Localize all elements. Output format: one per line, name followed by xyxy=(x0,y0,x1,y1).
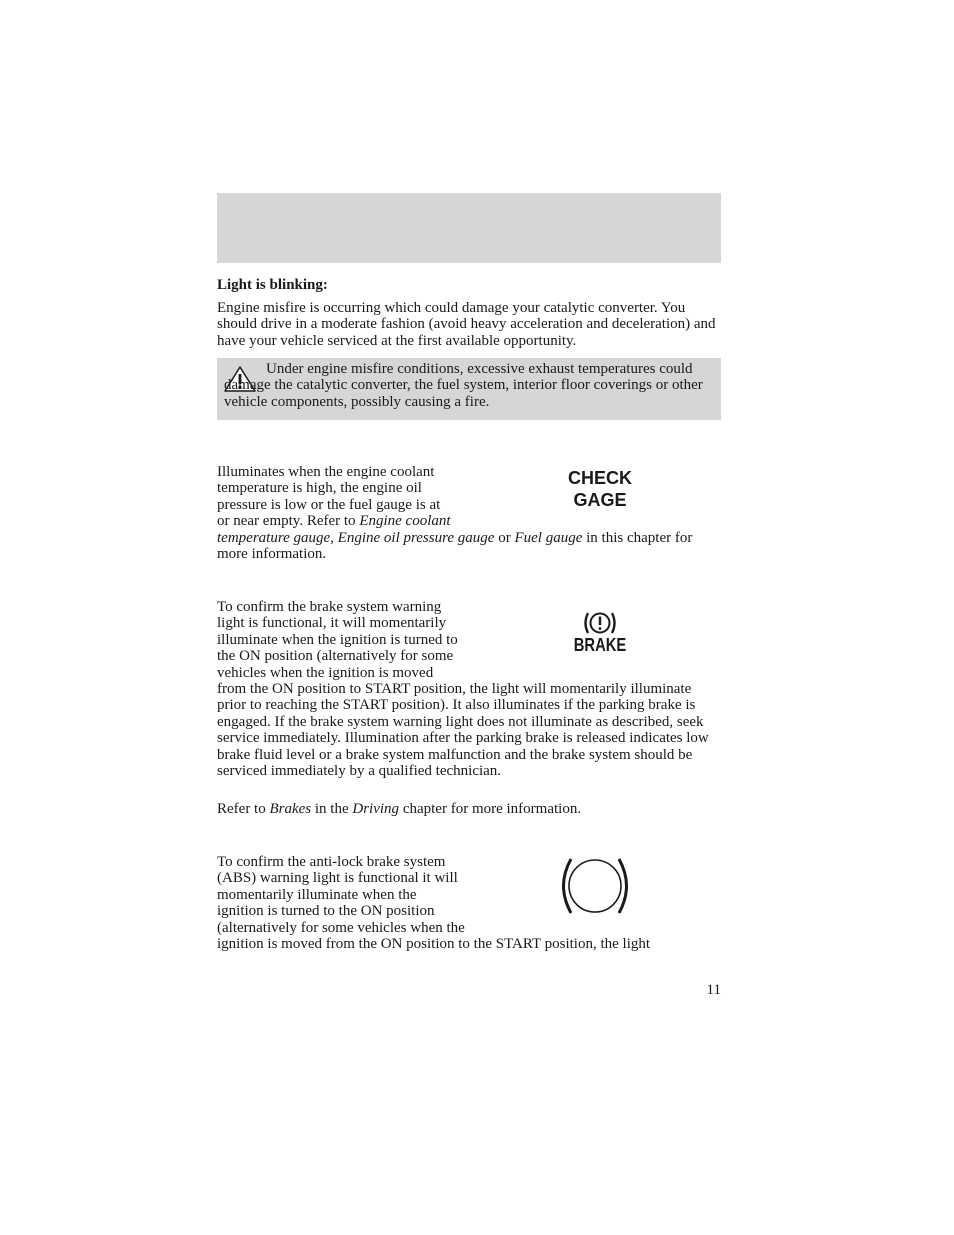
check-gage-text-before: Illuminates when the engine coolant temperature is high, the engine oil pressure is low or the fuel gauge is at or near empty. Refer to xyxy=(217,464,441,530)
abs-paragraph xyxy=(217,854,721,952)
brake-paragraph xyxy=(217,599,721,779)
section-heading: Light is blinking: xyxy=(217,277,328,293)
check-gage-ref-engine-coolant: Engine coolant temperature gauge xyxy=(217,513,451,546)
brake-paragraph-text: To confirm the brake system warning light is functional, it will momentarily illuminate when the ignition is turned to the ON position (alternatively for some vehicles when the ignition is moved from the ON position to START position, the light will momentarily illuminate prior to reaching the START position). It also illuminates if the parking brake is engaged. If the brake system warning light does not illuminate as described, seek service immediately. Illumination after the parking brake is released indicates low brake fluid level or a brake system malfunction and the brake system should be serviced immediately by a qualified technician. xyxy=(217,599,709,780)
brake-refer-paragraph xyxy=(217,801,721,817)
abs-paragraph-text: To confirm the anti-lock brake system (ABS) warning light is functional it will momentarily illuminate when the ignition is turned to the ON position (alternatively for some vehicles when the ignition is moved from the ON position to the START position, the light xyxy=(217,854,651,953)
brake-refer-ref-driving: Driving xyxy=(352,801,400,817)
check-gage-sep1: , xyxy=(330,529,338,546)
brake-refer-mid: in the xyxy=(311,801,353,817)
check-gage-sep2: or xyxy=(494,529,515,546)
page-number: 11 xyxy=(706,982,721,998)
abs-float-space xyxy=(466,854,721,936)
check-gage-text-after: in this chapter for more information. xyxy=(217,529,693,563)
check-gage-line1: CHECK xyxy=(567,468,632,488)
section-header-band xyxy=(217,193,721,263)
check-gage-paragraph xyxy=(217,464,721,562)
check-gage-ref-fuel: Fuel gauge xyxy=(514,529,583,546)
brake-refer-suffix: chapter for more information. xyxy=(399,801,582,817)
brake-refer-ref-brakes: Brakes xyxy=(269,801,312,817)
check-gage-ref-oil-pressure: Engine oil pressure gauge xyxy=(337,529,495,546)
brake-refer-prefix: Refer to xyxy=(217,801,270,817)
brake-float-space xyxy=(466,599,721,681)
misfire-paragraph: Engine misfire is occurring which could damage your catalytic converter. You should drive in a moderate fashion (avoid heavy acceleration and deceleration) and have your vehicle serviced at the first available opportunity. xyxy=(217,300,716,349)
warning-text: Under engine misfire conditions, excessive exhaust temperatures could damage the catalytic converter, the fuel system, interior floor coverings or other vehicle components, possibly causing a fire. xyxy=(224,361,703,410)
check-gage-line2: GAGE xyxy=(573,490,627,510)
check-gage-float-space xyxy=(453,464,721,529)
brake-indicator-label: BRAKE xyxy=(573,635,627,655)
